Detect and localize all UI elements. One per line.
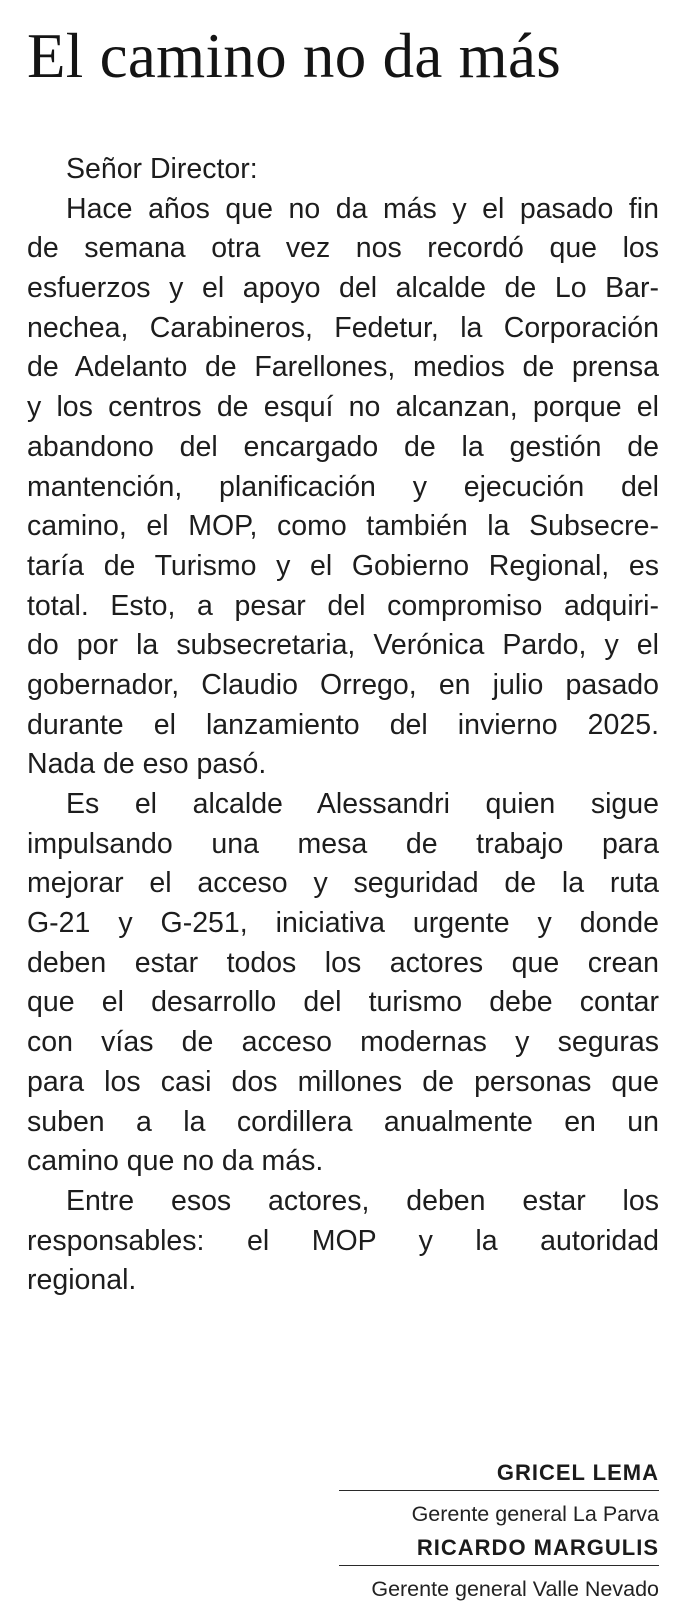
body-line: suben a la cordillera anualmente en un xyxy=(27,1105,659,1138)
body-line: G-21 y G-251, iniciativa urgente y donde xyxy=(27,907,659,940)
body-line: con vías de acceso modernas y seguras xyxy=(27,1026,659,1059)
body-line: abandono del encargado de la gestión de xyxy=(27,430,659,463)
body-line: gobernador, Claudio Orrego, en julio pasado xyxy=(27,668,659,701)
letter-body xyxy=(27,150,659,1301)
body-line: total. Esto, a pesar del compromiso adquiri- xyxy=(27,589,659,622)
body-line: regional. xyxy=(27,1264,137,1297)
signature-block xyxy=(339,1458,659,1529)
signer-name: RICARDO MARGULIS xyxy=(416,1535,659,1560)
body-line: camino, el MOP, como también la Subsecre- xyxy=(27,510,659,543)
body-line: de semana otra vez nos recordó que los xyxy=(27,232,659,265)
signer-name: GRICEL LEMA xyxy=(496,1460,659,1485)
body-line: Señor Director: xyxy=(66,153,258,185)
body-line: mantención, planificación y ejecución del xyxy=(27,470,659,503)
body-line: mejorar el acceso y seguridad de la ruta xyxy=(27,867,659,900)
body-line: que el desarrollo del turismo debe contar xyxy=(27,986,659,1019)
body-line: taría de Turismo y el Gobierno Regional, es xyxy=(27,549,659,582)
body-line: de Adelanto de Farellones, medios de prensa xyxy=(27,351,659,384)
headline: El camino no da más xyxy=(27,21,562,91)
body-line: Es el alcalde Alessandri quien sigue xyxy=(66,788,659,820)
body-line: impulsando una mesa de trabajo para xyxy=(27,827,659,860)
body-line: do por la subsecretaria, Verónica Pardo, y el xyxy=(27,629,659,662)
body-line: Hace años que no da más y el pasado fin xyxy=(66,192,659,225)
body-line: deben estar todos los actores que crean xyxy=(27,946,659,979)
body-line: para los casi dos millones de personas que xyxy=(27,1065,659,1098)
signature-block xyxy=(339,1533,659,1604)
body-line: Nada de eso pasó. xyxy=(27,748,267,781)
signatures xyxy=(339,1458,659,1608)
body-line: durante el lanzamiento del invierno 2025. xyxy=(27,708,659,741)
signer-role: Gerente general Valle Nevado xyxy=(371,1577,659,1601)
letter-to-editor xyxy=(27,20,659,1301)
body-line: y los centros de esquí no alcanzan, porque el xyxy=(27,391,659,424)
signature-divider xyxy=(339,1490,659,1491)
body-line: camino que no da más. xyxy=(27,1145,324,1178)
body-line: responsables: el MOP y la autoridad xyxy=(27,1224,659,1257)
signature-divider xyxy=(339,1565,659,1566)
body-line: Entre esos actores, deben estar los xyxy=(66,1184,659,1217)
body-line: esfuerzos y el apoyo del alcalde de Lo Bar- xyxy=(27,272,659,305)
body-line: nechea, Carabineros, Fedetur, la Corporación xyxy=(27,311,659,344)
signer-role: Gerente general La Parva xyxy=(411,1502,659,1526)
